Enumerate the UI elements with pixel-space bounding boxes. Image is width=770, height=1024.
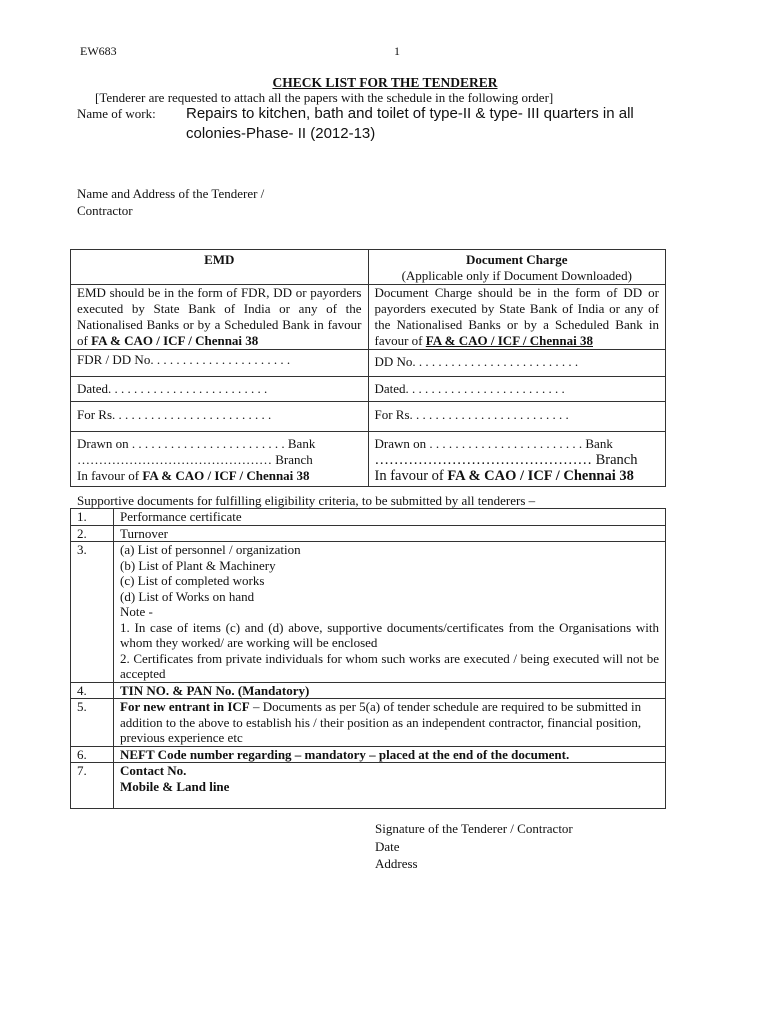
item-number: 6. — [71, 746, 114, 763]
new-entrant-text: – Documents as per 5(a) of tender schedule are required to be submitted in addition to the above to establish his / their position as an independent contractor, financial position, previous experience etc — [120, 699, 642, 745]
emd-in-favour-payee: FA & CAO / ICF / Chennai 38 — [142, 468, 310, 483]
emd-fdr-cell — [71, 350, 369, 377]
table-row — [71, 509, 666, 526]
name-of-work-line1: Repairs to kitchen, bath and toilet of type-II & type- III quarters in all — [186, 105, 634, 122]
doc-dated: Dated. . . . . . . . . . . . . . . . . . . . . . . . . — [374, 381, 565, 396]
supportive-docs-table — [70, 508, 666, 809]
doc-charge-subheading: (Applicable only if Document Downloaded) — [401, 268, 632, 283]
doc-charge-heading: Document Charge — [466, 252, 568, 267]
tenderer-label-line2: Contractor — [77, 203, 133, 218]
name-of-work-line2: colonies-Phase- II (2012-13) — [186, 125, 376, 142]
emd-for-rs: For Rs. . . . . . . . . . . . . . . . . . . . . . . . . — [77, 407, 272, 422]
page-number: 1 — [394, 44, 400, 58]
emd-for-rs-cell — [71, 402, 369, 432]
doc-in-favour — [375, 468, 660, 484]
doc-description: Document Charge should be in the form of DD or payorders executed by State Bank of India or any of the Nationalised Banks or by a Scheduled Bank in favour of — [374, 285, 659, 348]
item-text: Performance certificate — [114, 509, 666, 526]
emd-description: EMD should be in the form of FDR, DD or payorders executed by State Bank of India or any of the Nationalised Banks or by a Scheduled Bank in favour of — [77, 285, 362, 348]
item-number: 7. — [71, 763, 114, 809]
list-plant-machinery: (b) List of Plant & Machinery — [120, 557, 276, 573]
signature-block — [375, 820, 573, 873]
mobile-land-line: Mobile & Land line — [120, 778, 230, 794]
item-text — [114, 763, 666, 809]
item-number: 2. — [71, 525, 114, 542]
page-title: CHECK LIST FOR THE TENDERER — [272, 75, 498, 90]
emd-fdr-dd-no: FDR / DD No. . . . . . . . . . . . . . . . . . . . . . — [77, 352, 291, 367]
table-row — [71, 699, 666, 747]
list-works-on-hand: (d) List of Works on hand — [120, 588, 255, 604]
table-row — [71, 542, 666, 683]
contact-no: Contact No. — [120, 763, 187, 778]
doc-in-favour-prefix: In favour of — [374, 468, 444, 484]
doc-for-rs: For Rs. . . . . . . . . . . . . . . . . . . . . . . . . — [374, 407, 569, 422]
item-text: TIN NO. & PAN No. (Mandatory) — [114, 682, 666, 699]
table-row — [71, 682, 666, 699]
emd-description-cell — [71, 285, 369, 350]
emd-dated: Dated. . . . . . . . . . . . . . . . . . . . . . . . . — [77, 381, 268, 396]
name-of-work-label: Name of work: — [77, 106, 156, 121]
emd-branch: ……………………………………… Branch — [77, 452, 313, 467]
doc-in-favour-payee: FA & CAO / ICF / Chennai 38 — [447, 468, 634, 484]
table-row — [71, 525, 666, 542]
tenderer-name-address-label — [77, 185, 317, 219]
list-personnel: (a) List of personnel / organization — [120, 542, 301, 557]
emd-in-favour-prefix: In favour of — [77, 468, 140, 483]
emd-heading-cell — [71, 250, 369, 285]
doc-heading-cell — [368, 250, 666, 285]
item-text — [114, 699, 666, 747]
doc-for-rs-cell — [368, 402, 666, 432]
note-1: 1. In case of items (c) and (d) above, supportive documents/certificates from the Organisations with whom they worked/ are working will be enclosed — [120, 619, 659, 650]
signature-line: Signature of the Tenderer / Contractor — [375, 821, 573, 836]
date-line: Date — [375, 838, 400, 854]
emd-in-favour — [77, 468, 362, 484]
doc-dd-no: DD No. . . . . . . . . . . . . . . . . . . . . . . . . . — [374, 354, 579, 369]
note-label: Note - — [120, 604, 153, 619]
emd-heading: EMD — [204, 252, 235, 267]
doc-dd-cell — [368, 350, 666, 377]
item-text: Turnover — [114, 525, 666, 542]
emd-dated-cell — [71, 377, 369, 402]
supportive-docs-intro: Supportive documents for fulfilling eligibility criteria, to be submitted by all tenderers – — [77, 493, 536, 508]
tenderer-label-line1: Name and Address of the Tenderer / — [77, 186, 265, 201]
list-completed-works: (c) List of completed works — [120, 573, 265, 588]
emd-document-charge-table — [70, 249, 666, 487]
emd-payee: FA & CAO / ICF / Chennai 38 — [91, 333, 259, 348]
table-row — [71, 763, 666, 809]
doc-branch: ……………………………………… Branch — [374, 452, 638, 468]
item-number: 4. — [71, 682, 114, 699]
item-text-lists — [114, 542, 666, 683]
doc-drawn-on: Drawn on . . . . . . . . . . . . . . . . . . . . . . . . Bank — [374, 436, 613, 451]
table-row — [71, 746, 666, 763]
new-entrant-label: For new entrant in ICF — [120, 699, 250, 714]
item-text: NEFT Code number regarding – mandatory – placed at the end of the document. — [114, 746, 666, 763]
emd-drawn-cell — [71, 432, 369, 487]
doc-payee: FA & CAO / ICF / Chennai 38 — [425, 333, 593, 348]
item-number: 1. — [71, 509, 114, 526]
item-number: 3. — [71, 542, 114, 683]
note-2: 2. Certificates from private individuals for whom such works are executed / being executed will not be accepted — [120, 650, 659, 681]
address-line: Address — [375, 856, 418, 871]
doc-description-cell — [368, 285, 666, 350]
instruction-text: [Tenderer are requested to attach all the papers with the schedule in the following order] — [95, 90, 554, 105]
item-number: 5. — [71, 699, 114, 747]
doc-drawn-cell — [368, 432, 666, 487]
emd-drawn-on: Drawn on . . . . . . . . . . . . . . . . . . . . . . . . Bank — [77, 436, 316, 451]
doc-dated-cell — [368, 377, 666, 402]
name-of-work-value — [186, 104, 686, 144]
document-code: EW683 — [80, 44, 117, 58]
